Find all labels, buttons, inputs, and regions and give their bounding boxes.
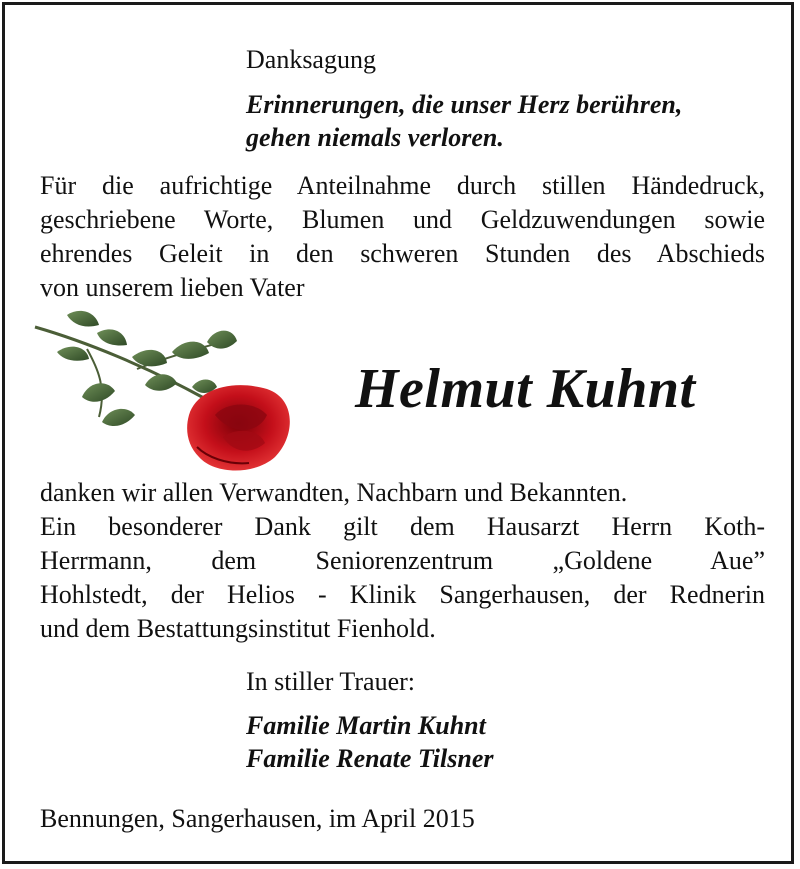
rose-image (27, 297, 307, 477)
family-1: Familie Martin Kuhnt (246, 711, 486, 740)
obituary-notice (2, 2, 794, 864)
intro-line-1: Für die aufrichtige Anteilnahme durch stillen Händedruck, (40, 171, 765, 200)
intro-line-3: ehrendes Geleit in den schweren Stunden des Abschieds (40, 239, 765, 268)
place-date: Bennungen, Sangerhausen, im April 2015 (40, 804, 475, 833)
thanks-line-5: und dem Bestattungsinstitut Fienhold. (40, 614, 436, 643)
heading: Danksagung (246, 45, 376, 74)
intro-line-4: von unserem lieben Vater (40, 273, 305, 302)
mourning-label: In stiller Trauer: (246, 667, 415, 696)
thanks-line-1: danken wir allen Verwandten, Nachbarn und Bekannten. (40, 478, 628, 507)
intro-line-2: geschriebene Worte, Blumen und Geldzuwendungen sowie (40, 205, 765, 234)
family-2: Familie Renate Tilsner (246, 744, 494, 773)
deceased-name: Helmut Kuhnt (355, 358, 696, 420)
thanks-line-3: Herrmann, dem Seniorenzentrum „Goldene Aue” (40, 546, 765, 575)
motto-line-1: Erinnerungen, die unser Herz berühren, (246, 90, 683, 119)
thanks-line-2: Ein besonderer Dank gilt dem Hausarzt Herrn Koth- (40, 512, 765, 541)
motto-line-2: gehen niemals verloren. (246, 123, 504, 152)
thanks-line-4: Hohlstedt, der Helios - Klinik Sangerhausen, der Rednerin (40, 580, 765, 609)
